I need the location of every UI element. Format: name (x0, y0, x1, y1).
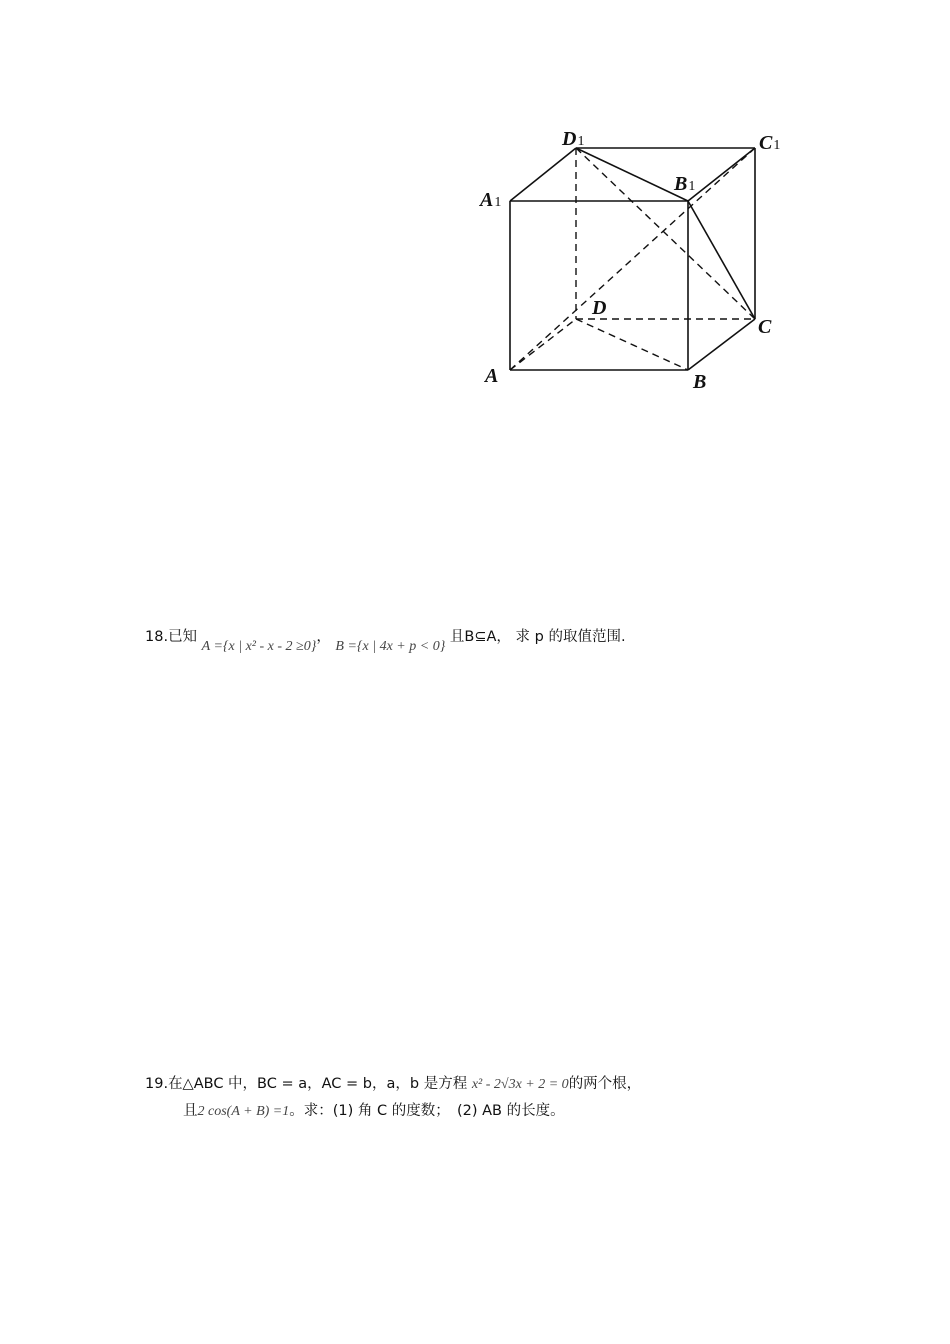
edge-b1-c1 (688, 148, 755, 201)
dashed-edges (510, 148, 755, 370)
set-b-formula: B ={x | 4x + p < 0} (335, 639, 446, 654)
problem-question: 。求：(1) 角 C 的度数； (2) AB 的长度。 (289, 1103, 565, 1119)
problem-text-and: 且 (183, 1103, 198, 1119)
label-a1: A1 (480, 189, 502, 211)
problem-19 (145, 1072, 641, 1093)
label-c: C (758, 316, 772, 338)
set-a-formula: A ={x | x² - x - 2 ≥0} (201, 639, 317, 654)
label-d1: D1 (562, 128, 585, 150)
label-c1: C1 (759, 132, 781, 154)
edge-b-c (688, 319, 755, 370)
edge-b1-c (688, 201, 755, 319)
cosine-condition: 2 cos(A + B) =1 (197, 1104, 290, 1119)
problem-number: 19. (145, 1076, 169, 1092)
problem-number: 18. (145, 629, 169, 645)
edge-d-b (576, 319, 688, 370)
edge-d1-c (576, 148, 755, 319)
problem-text-roots: 的两个根， (568, 1076, 642, 1092)
edge-d1-b1 (576, 148, 688, 201)
quadratic-equation: x² - 2√3x + 2 = 0 (471, 1077, 569, 1092)
cube-diagram (470, 118, 790, 408)
edge-a-d (510, 319, 576, 370)
label-a: A (485, 365, 499, 387)
problem-19-line-2 (183, 1099, 565, 1120)
separator: ， (316, 629, 331, 645)
label-d: D (592, 297, 607, 319)
edge-a1-d1 (510, 148, 576, 201)
problem-question: 求 p 的取值范围. (515, 629, 626, 645)
problem-18 (145, 625, 626, 654)
cube-figure (470, 118, 790, 408)
edge-a-c1 (510, 148, 755, 370)
problem-condition: 且B⊆A， (449, 629, 511, 645)
label-b: B (693, 371, 707, 393)
problem-text: 已知 (168, 629, 198, 645)
label-b1: B1 (674, 173, 696, 195)
problem-text: 在△ABC 中，BC = a，AC = b，a，b 是方程 (168, 1076, 468, 1092)
